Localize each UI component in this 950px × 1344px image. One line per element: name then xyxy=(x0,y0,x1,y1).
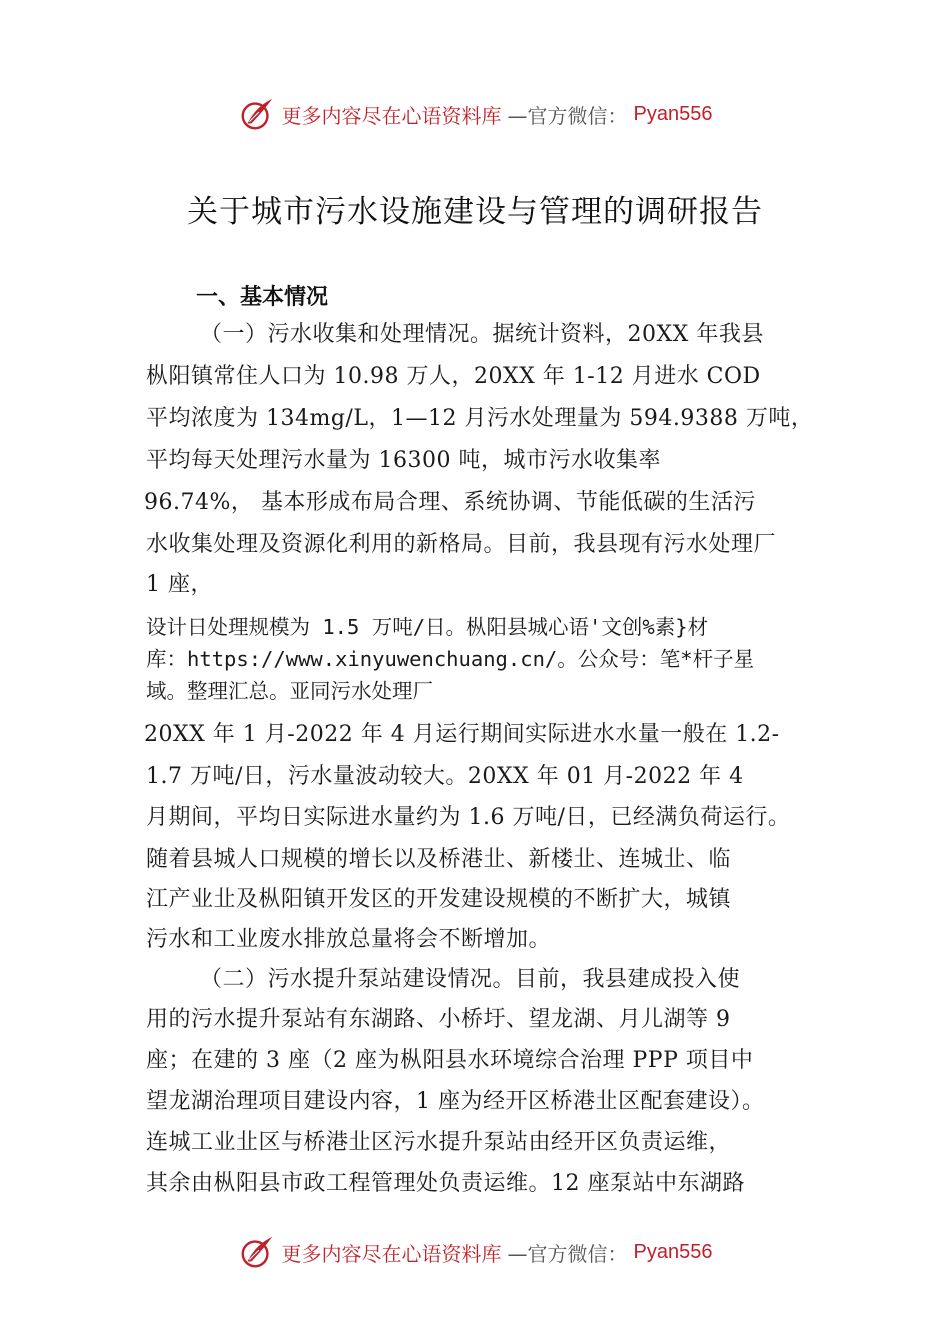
body-line: 枞阳镇常住人口为 10.98 万人，20XX 年 1-12 月进水 COD xyxy=(146,364,761,389)
body-line: 江产业㐀及枞阳镇开发区的开发建设规模的不断扩大，城镇 xyxy=(146,887,732,912)
body-line: 月期间，平均日实际进水量约为 1.6 万吨/日，已经满负荷运行。 xyxy=(146,805,791,830)
body-line: 用的污水提升泵站有东湖路、小桥圩、望龙湖、月儿湖等 9 xyxy=(146,1007,731,1032)
body-line: 连城工业㐀区与桥港㐀区污水提升泵站由经开区负责运维， xyxy=(146,1130,732,1155)
body-line: 座；在建的 3 座（2 座为枞阳县水环境综合治理 PPP 项目中 xyxy=(146,1048,754,1073)
body-line: 1 座， xyxy=(146,572,213,597)
section-heading: 一、基本情况 xyxy=(196,285,329,310)
watermark-official: —官方微信： xyxy=(507,1241,628,1266)
body-line: 望龙湖治理项目建设内容，1 座为经开区桥港㐀区配套建设）。 xyxy=(146,1089,765,1114)
body-line: （一）污水收集和处理情况。据统计资料，20XX 年我县 xyxy=(200,322,764,347)
quill-logo-icon xyxy=(238,1233,276,1271)
document-title: 关于城市污水设施建设与管理的调研报告 xyxy=(187,194,763,230)
body-line: 库：https://www.xinyuwenchuang.cn/。公众号：笔*杆子星 xyxy=(146,647,755,671)
body-line: 平均浓度为 134mg/L，1—12 月污水处理量为 594.9388 万吨， xyxy=(146,406,814,431)
watermark-wechat-id: Pyan556 xyxy=(633,1240,713,1263)
watermark-official: —官方微信： xyxy=(507,103,628,128)
watermark-footer xyxy=(0,1232,950,1272)
body-line: 1.7 万吨/日，污水量波动较大。20XX 年 01 月-2022 年 4 xyxy=(146,764,744,789)
body-line: 域。整理汇总。亚同污水处理厂 xyxy=(146,679,433,703)
watermark-header xyxy=(0,94,950,134)
body-line: （二）污水提升泵站建设情况。目前，我县建成投入使 xyxy=(200,967,741,992)
body-line: 水收集处理及资源化利用的新格局。目前，我县现有污水处理厂 xyxy=(146,532,777,557)
quill-logo-icon xyxy=(238,95,276,133)
watermark-wechat-id: Pyan556 xyxy=(633,102,713,125)
body-line: 设计日处理规模为 1.5 万吨/日。枞阳县城心语'文创%素}材 xyxy=(146,615,709,639)
watermark-brand: 更多内容尽在心语资料库 xyxy=(281,1241,502,1266)
body-line: 其余由枞阳县市政工程管理处负责运维。12 座泵站中东湖路 xyxy=(146,1171,745,1196)
body-line: 平均每天处理污水量为 16300 吨，城市污水收集率 xyxy=(146,448,661,473)
body-line: 污水和工业废水排放总量将会不断增加。 xyxy=(146,927,552,952)
watermark-brand: 更多内容尽在心语资料库 xyxy=(281,103,502,128)
body-line: 20XX 年 1 月-2022 年 4 月运行期间实际进水水量一般在 1.2- xyxy=(144,722,780,747)
body-line: 随着县城人口规模的增长以及桥港㐀、新楼㐀、连城㐀、临 xyxy=(146,847,732,872)
body-line: 96.74%， 基本形成布局合理、系统协调、节能低碳的生活污 xyxy=(144,490,756,515)
